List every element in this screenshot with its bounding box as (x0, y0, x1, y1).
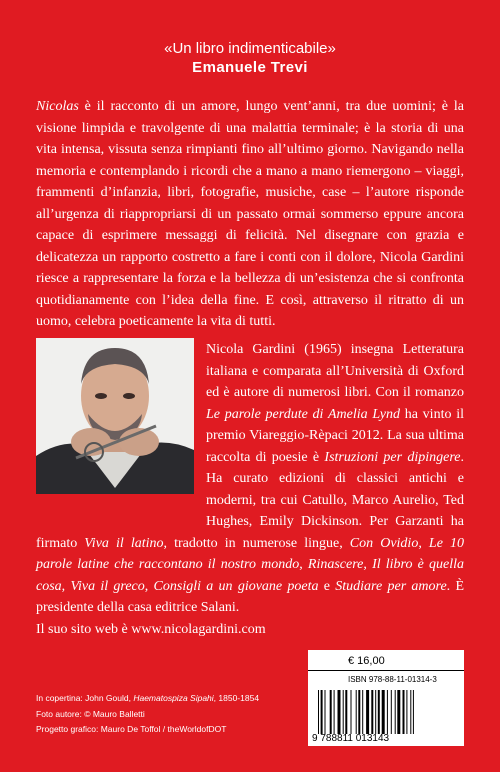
bio-text: , (144, 578, 154, 594)
cover-credit-text: , 1850-1854 (213, 693, 260, 703)
author-bio (36, 339, 464, 640)
isbn: ISBN 978-88-11-01314-3 (348, 675, 437, 684)
book-title: Studiare per amore (335, 578, 447, 594)
bio-text: , (299, 557, 308, 572)
bio-text: e (318, 578, 336, 594)
bio-text: . Ha curato edizioni di classici antichi e moderni, tra cui Catullo, Marco Aurelio, Ted Hughes, Emily Dickinson. Per Garzanti ha firmato (36, 449, 464, 551)
design-credit: Progetto grafico: Mauro De Toffol / theWorldofDOT (36, 724, 227, 734)
synopsis (36, 96, 464, 333)
cover-credit-title: Haematospiza Sipahi (133, 693, 214, 703)
cover-credit-text: In copertina: John Gould, (36, 693, 134, 703)
book-title: Il libro è quella cosa (36, 557, 465, 594)
website-line: Il suo sito web è www.nicolagardini.com (36, 621, 266, 637)
book-title: Rinascere (307, 557, 364, 572)
barcode-box (308, 650, 464, 746)
synopsis-paragraph (36, 96, 464, 333)
barcode-icon (318, 690, 456, 734)
photo-credit: Foto autore: © Mauro Balletti (36, 708, 145, 719)
price: € 16,00 (308, 652, 464, 671)
bio-text: Nicola Gardini (1965) insegna Letteratura italiana e comparata all’Università di Oxford ed è autore di numerosi libri. Con il romanzo (206, 342, 464, 400)
header-block (0, 40, 500, 77)
book-title: Viva il greco (70, 578, 145, 594)
book-title: Le 10 parole latine che raccontano il nostro mondo (36, 535, 465, 572)
book-title: Le parole perdute di Amelia Lynd (206, 406, 400, 422)
bio-text: , (363, 557, 373, 572)
photo-spacer (36, 339, 206, 514)
cover-credit (36, 691, 286, 707)
quote: «Un libro indimenticabile» (164, 40, 336, 57)
bio-text: , tradotto in numerose lingue, (163, 535, 350, 551)
book-title: Viva il latino (84, 535, 164, 551)
bio-text: . È presidente della casa editrice Salani. (36, 578, 464, 615)
book-title: Consigli a un giovane poeta (153, 578, 319, 594)
barcode-digits: 9 788811 013143 (312, 733, 390, 744)
book-title: Nicolas (36, 99, 79, 114)
bio-text: ha vinto il premio Viareggio-Rèpaci 2012. La sua ultima raccolta di poesie è (206, 406, 464, 465)
quote-author: Emanuele Trevi (192, 59, 308, 76)
synopsis-text: è il racconto di un amore, lungo vent’anni, tra due uomini; è la visione limpida e travolgente di una malattia terminale; è la storia di una vita intensa, vissuta senza rimpianti fino all’ultimo giorno. Navigando nella memoria e contemplando i ricordi che a mano a mano riemergono – viaggi, frammenti d’infanzia, libri, fotografie, musiche, case – l’autore risponde all’urgenza di riappropriarsi di un passato ormai sommerso eppure ancora capace di esprimere messaggi di felicità. Nel disegnare con grazia e delicatezza un rapporto costretto a fare i conti con il dolore, Nicola Gardini riesce a rappresentare la forza e la bellezza di un’esistenza che si confronta quotidianamente con l’idea della fine. E così, attraverso il ritratto di un uomo, celebra poeticamente la vita di tutti. (36, 99, 464, 329)
bio-text: , (418, 535, 429, 551)
bio-text: , (61, 578, 71, 594)
book-title: Istruzioni per dipingere (324, 449, 461, 465)
book-title: Con Ovidio (349, 535, 419, 551)
credits (36, 691, 286, 738)
